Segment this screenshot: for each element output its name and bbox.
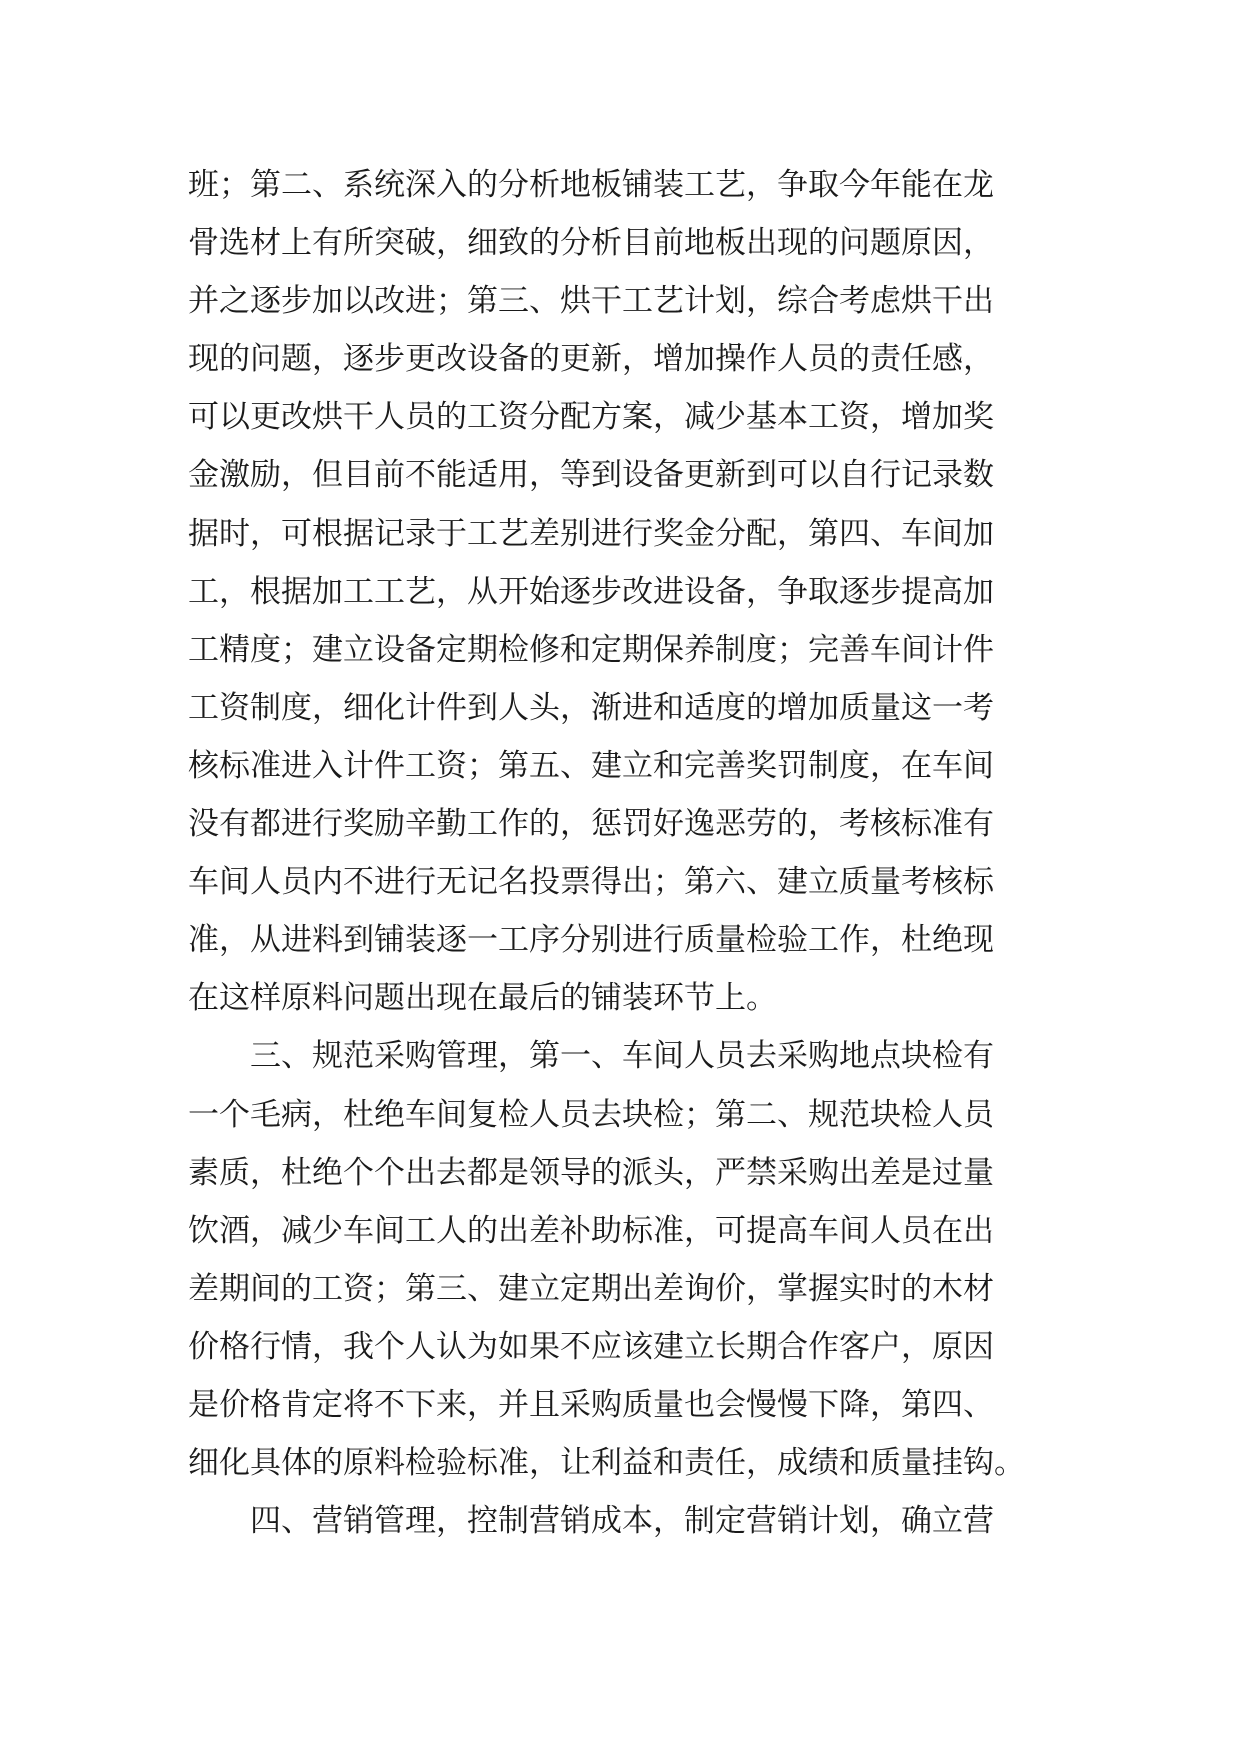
text-line: 骨选材上有所突破，细致的分析目前地板出现的问题原因， — [188, 225, 994, 262]
paragraph-start-line: 三、规范采购管理，第一、车间人员去采购地点块检有 — [250, 1038, 994, 1075]
text-line: 班；第二、系统深入的分析地板铺装工艺，争取今年能在龙 — [188, 167, 994, 203]
text-line: 准，从进料到铺装逐一工序分别进行质量检验工作，杜绝现 — [188, 922, 994, 959]
paragraph-start-line: 四、营销管理，控制营销成本，制定营销计划，确立营 — [250, 1503, 994, 1540]
text-line: 在这样原料问题出现在最后的铺装环节上。 — [188, 980, 777, 1017]
text-line: 没有都进行奖励辛勤工作的，惩罚好逸恶劳的，考核标准有 — [188, 806, 994, 843]
text-line: 金激励，但目前不能适用，等到设备更新到可以自行记录数 — [188, 457, 994, 494]
text-line: 价格行情，我个人认为如果不应该建立长期合作客户，原因 — [188, 1328, 994, 1365]
text-line: 素质，杜绝个个出去都是领导的派头，严禁采购出差是过量 — [188, 1154, 994, 1191]
text-line: 车间人员内不进行无记名投票得出；第六、建立质量考核标 — [188, 864, 994, 901]
text-line: 工资制度，细化计件到人头，渐进和适度的增加质量这一考 — [188, 689, 994, 726]
text-line: 饮酒，减少车间工人的出差补助标准，可提高车间人员在出 — [188, 1212, 994, 1249]
text-line: 可以更改烘干人员的工资分配方案，减少基本工资，增加奖 — [188, 399, 994, 436]
text-line: 一个毛病，杜绝车间复检人员去块检；第二、规范块检人员 — [188, 1096, 994, 1133]
text-line: 是价格肯定将不下来，并且采购质量也会慢慢下降，第四、 — [188, 1386, 994, 1423]
text-line: 细化具体的原料检验标准，让利益和责任，成绩和质量挂钩。 — [188, 1445, 1025, 1482]
text-line: 现的问题，逐步更改设备的更新，增加操作人员的责任感， — [188, 341, 994, 378]
text-line: 核标准进入计件工资；第五、建立和完善奖罚制度，在车间 — [188, 747, 994, 784]
text-line: 工，根据加工工艺，从开始逐步改进设备，争取逐步提高加 — [188, 573, 994, 610]
text-line: 工精度；建立设备定期检修和定期保养制度；完善车间计件 — [188, 631, 994, 668]
body-text — [188, 156, 1068, 1550]
text-line: 据时，可根据记录于工艺差别进行奖金分配，第四、车间加 — [188, 515, 994, 552]
text-line: 差期间的工资；第三、建立定期出差询价，掌握实时的木材 — [188, 1270, 994, 1307]
text-line: 并之逐步加以改进；第三、烘干工艺计划，综合考虑烘干出 — [188, 283, 994, 320]
